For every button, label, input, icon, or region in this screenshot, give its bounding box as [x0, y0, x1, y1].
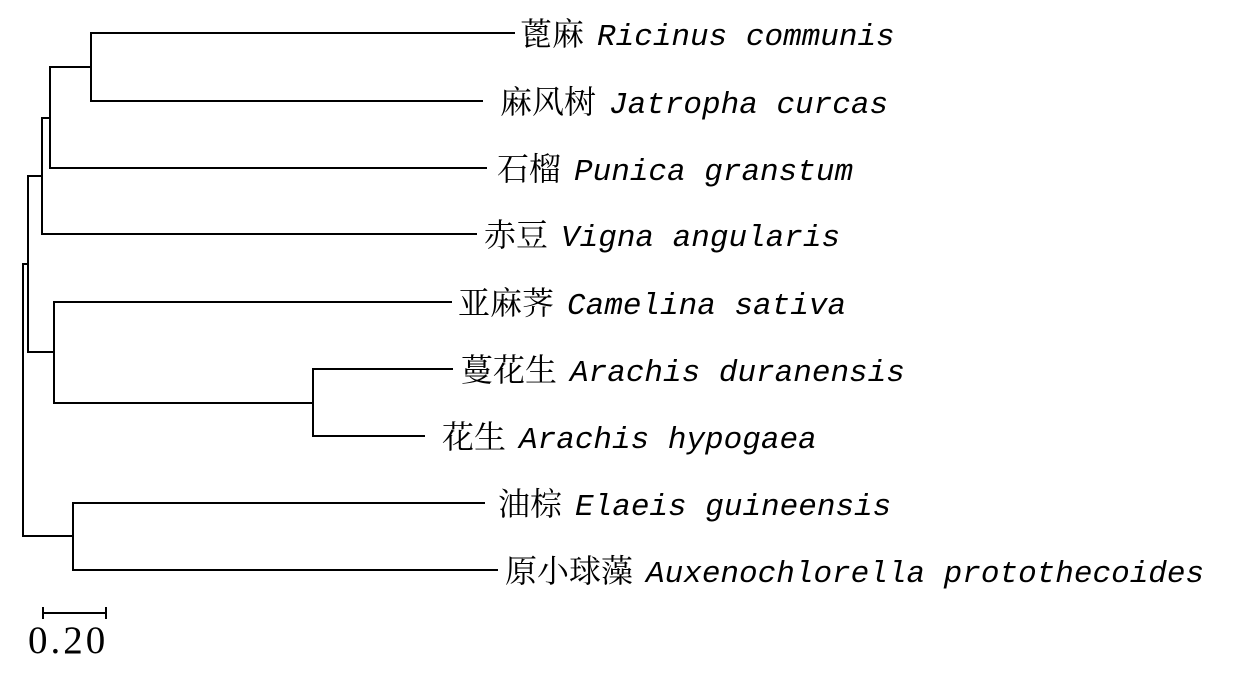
taxon-cn-name: 赤豆	[484, 217, 549, 254]
taxon-cn-name: 蓖麻	[520, 16, 585, 53]
node-elaeis-auxenochlorella	[72, 502, 74, 571]
taxon-cn-name: 蔓花生	[461, 352, 558, 389]
taxon-cn-name: 麻风树	[500, 84, 597, 121]
node-root	[22, 263, 24, 537]
stem-arachis-clade	[53, 402, 312, 404]
taxon-latin-name: Arachis duranensis	[570, 356, 905, 392]
branch-vigna-angularis	[41, 233, 477, 235]
branch-jatropha-curcas	[90, 100, 483, 102]
taxon-label-elaeis-guineensis	[498, 479, 891, 525]
taxon-latin-name: Ricinus communis	[597, 20, 895, 56]
taxon-label-punica-granstum	[497, 144, 853, 190]
branch-punica-granstum	[49, 167, 487, 169]
node-camelina-arachis-join	[53, 301, 55, 404]
branch-auxenochlorella-protothecoides	[72, 569, 498, 571]
branch-ricinus-communis	[90, 32, 515, 34]
taxon-latin-name: Vigna angularis	[561, 221, 841, 257]
taxon-label-camelina-sativa	[458, 278, 846, 324]
taxon-latin-name: Punica granstum	[574, 155, 854, 191]
node-vigna-join	[41, 117, 43, 235]
scale-bar-line	[42, 612, 107, 614]
taxon-latin-name: Arachis hypogaea	[519, 423, 817, 459]
taxon-label-ricinus-communis	[520, 9, 895, 55]
taxon-label-arachis-hypogaea	[442, 412, 817, 458]
taxon-latin-name: Elaeis guineensis	[575, 490, 892, 526]
taxon-cn-name: 亚麻荠	[458, 285, 555, 322]
stem-vigna-clade	[27, 175, 41, 177]
branch-arachis-duranensis	[312, 368, 453, 370]
taxon-cn-name: 油棕	[498, 486, 563, 523]
node-arachis-pair	[312, 368, 314, 437]
taxon-cn-name: 石榴	[497, 151, 562, 188]
taxon-label-jatropha-curcas	[500, 77, 888, 123]
taxon-cn-name: 原小球藻	[505, 553, 634, 590]
taxon-cn-name: 花生	[442, 419, 507, 456]
stem-elaeis-auxenochlorella-clade	[22, 535, 72, 537]
branch-elaeis-guineensis	[72, 502, 485, 504]
stem-ricinus-jatropha-clade	[49, 66, 90, 68]
branch-arachis-hypogaea	[312, 435, 425, 437]
taxon-label-auxenochlorella-protothecoides	[505, 546, 1204, 592]
taxon-latin-name: Auxenochlorella protothecoides	[646, 557, 1205, 593]
node-ricinus-jatropha	[90, 32, 92, 102]
branch-camelina-sativa	[53, 301, 452, 303]
taxon-label-arachis-duranensis	[461, 345, 905, 391]
node-punica-join	[49, 66, 51, 169]
stem-camelina-arachis-clade	[27, 351, 53, 353]
scale-bar-label: 0.20	[28, 619, 109, 662]
node-upper-major-join	[27, 175, 29, 353]
taxon-latin-name: Camelina sativa	[567, 289, 847, 325]
taxon-label-vigna-angularis	[484, 210, 840, 256]
taxon-latin-name: Jatropha curcas	[609, 88, 889, 124]
